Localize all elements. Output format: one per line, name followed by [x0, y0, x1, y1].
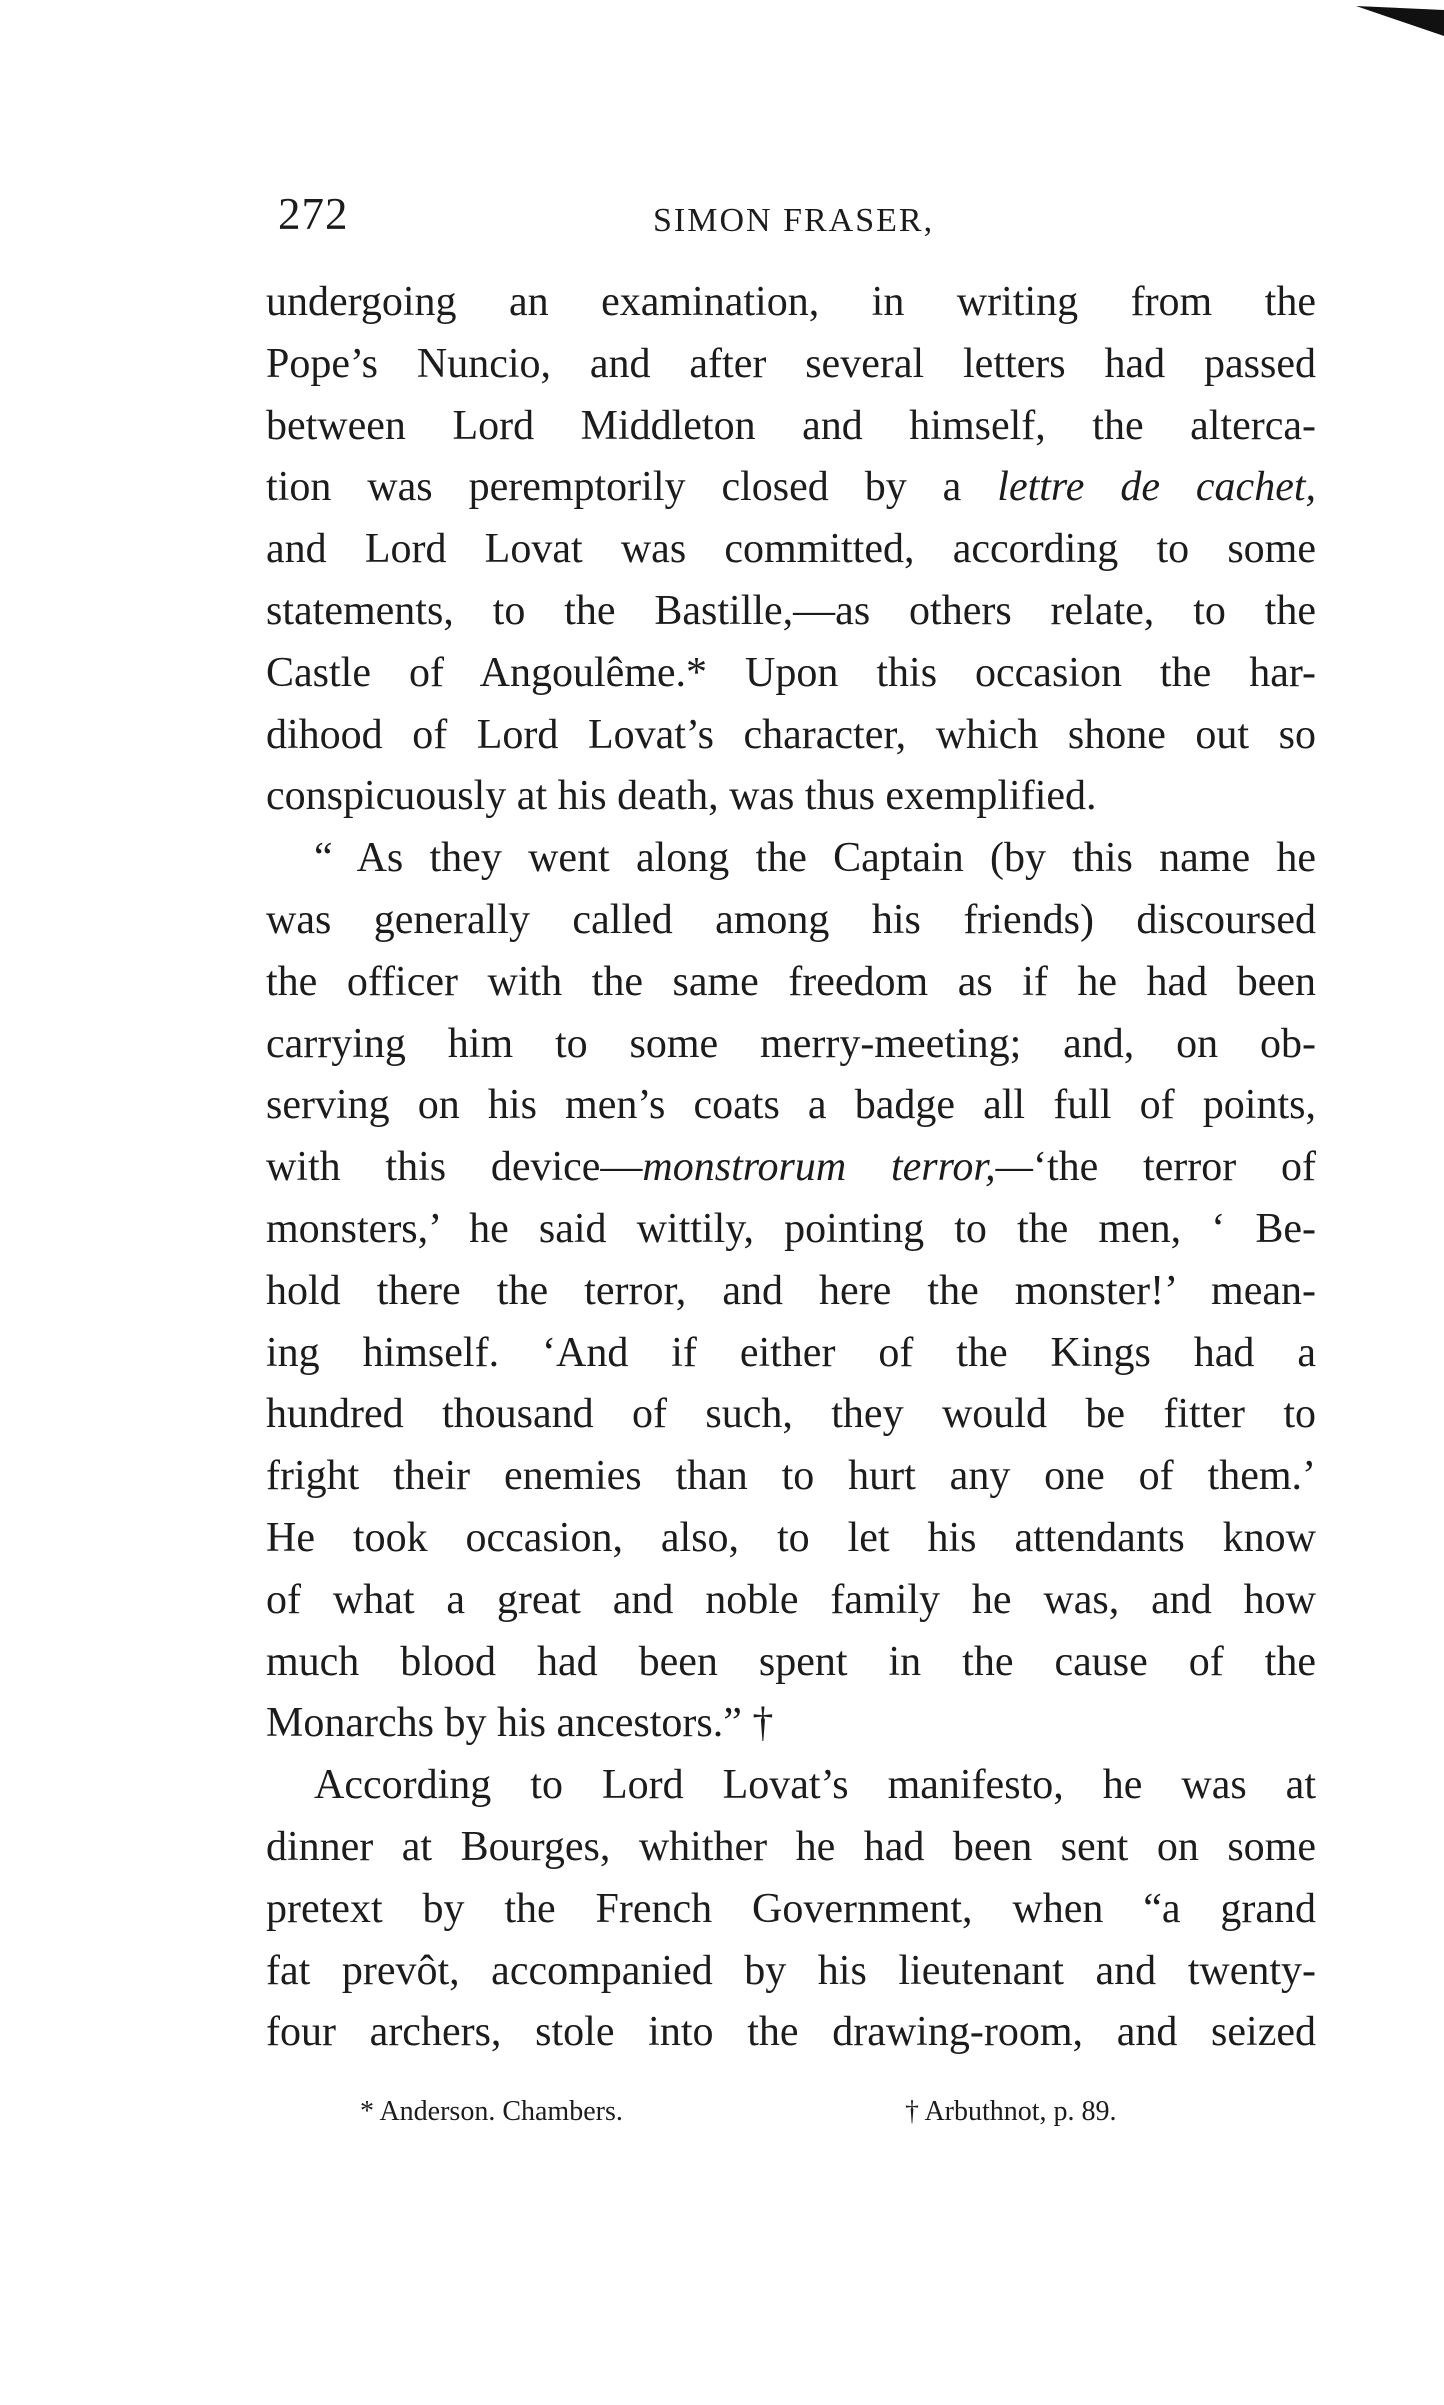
italic-phrase-monstrorum-terror: monstrorum terror,— — [642, 1144, 1033, 1191]
text-line: of what a great and noble family he was, and how — [266, 1576, 1316, 1623]
text-line-segment: with this device— — [266, 1144, 643, 1191]
text-line: Monarchs by his ancestors.” † — [266, 1700, 774, 1747]
text-line: ing himself. ‘And if either of the Kings had a — [266, 1329, 1316, 1376]
italic-phrase-lettre-de-cachet: lettre de cachet, — [997, 464, 1317, 511]
text-line: hundred thousand of such, they would be fitter to — [266, 1391, 1316, 1438]
running-head: SIMON FRASER, — [653, 202, 935, 239]
page-edge-tab-mark — [1354, 0, 1444, 40]
text-line: hold there the terror, and here the monster!’ mean- — [266, 1267, 1316, 1314]
footnote-right: † Arbuthnot, p. 89. — [905, 2096, 1117, 2127]
text-line: According to Lord Lovat’s manifesto, he was at — [314, 1762, 1316, 1809]
text-line: and Lord Lovat was committed, according to some — [266, 526, 1316, 573]
footnotes — [360, 2096, 1260, 2136]
text-line: dihood of Lord Lovat’s character, which shone out so — [266, 711, 1316, 758]
text-line: conspicuously at his death, was thus exemplified. — [266, 773, 1097, 820]
text-line: “ As they went along the Captain (by this name he — [314, 835, 1316, 882]
text-line: was generally called among his friends) discoursed — [266, 896, 1316, 943]
page-number: 272 — [278, 189, 349, 239]
text-line: fright their enemies than to hurt any one of them.’ — [266, 1453, 1316, 1500]
text-line: Castle of Angoulême.* Upon this occasion the har- — [266, 649, 1316, 696]
text-line: much blood had been spent in the cause of the — [266, 1638, 1316, 1685]
text-line: Pope’s Nuncio, and after several letters had passed — [266, 340, 1316, 387]
text-line: pretext by the French Government, when “a grand — [266, 1885, 1316, 1932]
text-line: serving on his men’s coats a badge all full of points, — [266, 1082, 1316, 1129]
text-line-segment: ‘the terror of — [1032, 1144, 1316, 1191]
text-line — [266, 1137, 1316, 1199]
text-line: dinner at Bourges, whither he had been sent on some — [266, 1823, 1316, 1870]
page-header — [278, 188, 1318, 248]
text-line: undergoing an examination, in writing from the — [266, 279, 1316, 325]
text-line-segment: tion was peremptorily closed by a — [266, 464, 998, 511]
text-line — [266, 457, 1316, 519]
text-line: statements, to the Bastille,—as others relate, to the — [266, 587, 1316, 634]
body-text — [266, 272, 1316, 2064]
text-line: four archers, stole into the drawing-room, and seized — [266, 2009, 1316, 2056]
text-line: fat prevôt, accompanied by his lieutenant and twenty- — [266, 1947, 1316, 1994]
footnote-left: * Anderson. Chambers. — [360, 2096, 623, 2127]
text-line: He took occasion, also, to let his attendants know — [266, 1514, 1316, 1561]
text-line: carrying him to some merry-meeting; and, on ob- — [266, 1020, 1316, 1067]
text-line: between Lord Middleton and himself, the alterca- — [266, 402, 1316, 449]
text-line: monsters,’ he said wittily, pointing to the men, ‘ Be- — [266, 1205, 1316, 1252]
text-line: the officer with the same freedom as if he had been — [266, 958, 1316, 1005]
